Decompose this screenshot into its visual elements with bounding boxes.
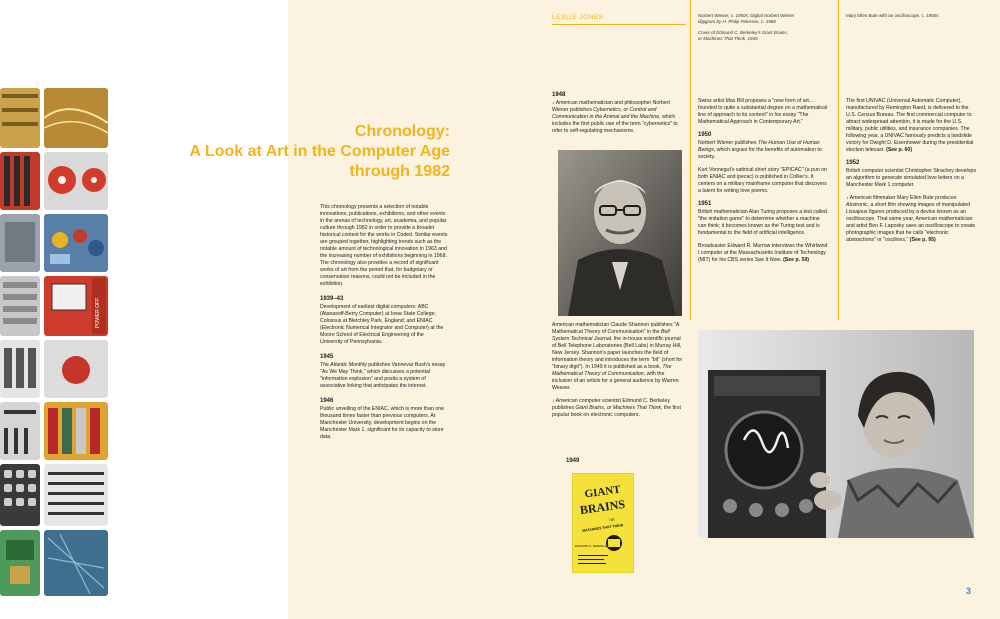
column-2-top xyxy=(552,92,680,141)
arrow-down-icon: ↓ xyxy=(552,398,555,404)
book-title-2: BRAINS xyxy=(579,496,626,518)
entry-1950-book: The Human Use of Human Beings xyxy=(698,140,820,153)
book-subtitle: MACHINES THAT THINK xyxy=(582,523,624,533)
year-1945: 1945 xyxy=(320,354,334,360)
entry-1950-b: , which argues for the benefits of automation to society. xyxy=(698,147,822,160)
arrow-down-icon: ↓ xyxy=(846,195,849,201)
berkeley-book: Giant Brains, or Machines That Think xyxy=(575,405,661,411)
column-3 xyxy=(698,98,828,270)
year-1951: 1951 xyxy=(698,201,712,207)
murrow-series: See It Now xyxy=(754,257,781,263)
title-line-2: A Look at Art in the Computer Age xyxy=(189,143,450,160)
year-1950: 1950 xyxy=(698,132,712,138)
year-1949: 1949 xyxy=(566,458,580,464)
year-1952: 1952 xyxy=(846,160,860,166)
entry-1946: Public unveiling of the ENIAC, which is more than one thousand times faster than previous computers. At Manchester University, development begins on the Manchester Mark 1, significant for its capacity to store data. xyxy=(320,406,444,440)
caption-wiener-line-1: Norbert Wiener, c. 1950s; Digital Norbert Wiener xyxy=(698,13,795,18)
page-number: 3 xyxy=(966,586,972,596)
header-rule xyxy=(552,24,686,25)
shannon-entry-a: American mathematician Claude Shannon publishes "A Mathematical Theory of Communication" in the xyxy=(552,322,679,335)
caption-berkeley-line-1: Cover of Edmund C. Berkeley's Giant Brains, xyxy=(698,30,788,35)
collage-image xyxy=(0,88,108,596)
year-1946: 1946 xyxy=(320,398,334,404)
bute-entry-b: , a short film showing images of manipulated Lissajous figures produced by a device known as an oscilloscope. That same year, American mathematician and artist Ben F. Laposky uses an oscilloscope to create photographic images that he calls "electronic abstractions" or "oscillons." xyxy=(846,202,976,243)
murrow-entry-a: Broadcaster Edward R. Murrow interviews the Whirlwind I computer at the Massachusetts Institute of Technology (MIT) for his CBS series xyxy=(698,243,828,263)
berkeley-entry-b: , the first popular book on electronic computers. xyxy=(552,405,681,418)
year-1949-label xyxy=(566,458,626,466)
entry-1950-a: Norbert Wiener publishes xyxy=(698,140,758,146)
bill-entry: Swiss artist Max Bill proposes a "new form of art…founded to quite a substantial degree on a mathematical line of approach to its content" in his essay "The Mathematical Approach in Contemporary Art." xyxy=(698,98,828,125)
shannon-journal: Bell System Technical Journal xyxy=(552,329,670,342)
bute-entry-a: American filmmaker Mary Ellen Bute produces xyxy=(849,195,957,201)
entry-1951: British mathematician Alan Turing proposes a test called "the imitation game" to determine whether a machine can think; it becomes known as the Turing test and is fundamental to the field of artificial intelligence. xyxy=(698,209,827,236)
wiener-photo xyxy=(558,150,682,316)
entry-1945-magazine: The Atlantic Monthly xyxy=(320,362,367,368)
year-1948: 1948 xyxy=(552,92,566,98)
univac-entry: The first UNIVAC (Universal Automatic Computer), manufactured by Remington Rand, is delivered to the U.S. Census Bureau. The first commercial computer to attract widespread attention, it is made for the U.S. military, public utilities, and insurance companies. The following year, a UNIVAC famously predicts a landslide victory for Dwight D. Eisenhower during the presidential election telecast. xyxy=(846,98,974,153)
caption-bute: Mary Ellen Bute with an oscilloscope, c. 1950s xyxy=(846,13,939,18)
shannon-book: The Mathematical Theory of Communication xyxy=(552,364,672,377)
berkeley-entry-a: American computer scientist Edmund C. Berkeley publishes xyxy=(552,398,670,411)
murrow-reference: (See p. 59) xyxy=(783,257,810,263)
entry-1945: publishes Vannevar Bush's essay "As We May Think," which discusses a potential "information explosion" and posits a system of associative linking that anticipates the internet. xyxy=(320,362,446,389)
entry-1948-b: , which includes the first public use of the term "cybernetics" to refer to self-regulating mechanisms. xyxy=(552,114,678,134)
book-author: EDMUND C. BERKELEY xyxy=(575,544,609,548)
column-4 xyxy=(846,98,980,250)
collage-power-label: POWER OFF xyxy=(95,297,101,328)
author-name: LESLIE JONES xyxy=(552,14,604,21)
caption-wiener-line-2: digigram by H. Philip Peterson, c. 1968 xyxy=(698,19,776,24)
column-1 xyxy=(320,204,448,447)
giant-brains-book-cover xyxy=(572,473,634,573)
shannon-entry-b: , the in-house scientific journal of Bell Telephone Laboratories (Bell Labs) in Murray Hill, New Jersey. Shannon's paper launches the field of information theory and introduces the term "bit" (short for "binary digit"). In 1949 it is published as a book, xyxy=(552,336,683,370)
vonnegut-entry: Kurt Vonnegut's satirical short story "EPICAC" (a pun on both ENIAC and ipecac) is published in Collier's. It centers on a military mainframe computer that discovers a talent for writing love poems. xyxy=(698,167,827,194)
year-1939: 1939–43 xyxy=(320,296,344,302)
bute-reference: (See p. 95) xyxy=(909,237,936,243)
column-rule-1 xyxy=(690,0,691,320)
shannon-entry-c: , with the inclusion of an article for a general audience by Warren Weaver. xyxy=(552,371,679,391)
chronology-title xyxy=(150,122,450,182)
intro-paragraph: This chronology presents a selection of notable innovations, publications, exhibitions, and other events in the arenas of technology, art, academia, and popular culture through 1982 in order to provide a broader historical context for the works in Coded. Similar events are grouped together, highlighting trends such as the notable amount of technological innovation in 1963 and the increasing number of exhibitions beginning in 1968. The chronology also provides a record of significant works of art from the period that, for budgetary or conservation reasons, could not be included in the exhibition. xyxy=(320,204,448,287)
entry-1939: Development of earliest digital computers: ABC (Atanasoff-Berry Computer) at Iowa State College; Colossus at Bletchley Park, England; and ENIAC (Electronic Numerical Integrator and Computer) at the Moore School of Electrical Engineering of the University of Pennsylvania. xyxy=(320,304,444,345)
entry-1948-book: Cybernetics, or Control and Communication in the Animal and the Machine xyxy=(552,107,660,120)
column-rule-2 xyxy=(838,0,839,320)
book-or: OR xyxy=(609,518,615,522)
caption-berkeley-line-2: or Machines That Think, 1949 xyxy=(698,36,758,41)
book-title-1: GIANT xyxy=(583,483,622,501)
hardware-collage xyxy=(0,88,108,596)
entry-1948-a: American mathematician and philosopher Norbert Wiener publishes xyxy=(552,100,670,113)
murrow-entry-b: . xyxy=(780,257,784,263)
bute-film: Abstronic xyxy=(846,202,868,208)
entry-1952: British computer scientist Christopher Strachey develops an algorithm to generate simulated love letters on a Manchester Mark 1 computer. xyxy=(846,168,977,188)
bute-oscilloscope-photo xyxy=(698,330,974,538)
univac-reference: (See p. 60) xyxy=(886,147,913,153)
column-2-bottom xyxy=(552,322,686,425)
title-line-1: Chronology: xyxy=(354,123,450,140)
arrow-down-icon: ↓ xyxy=(552,100,555,106)
title-line-3: through 1982 xyxy=(349,163,450,180)
caption-wiener xyxy=(698,13,810,42)
